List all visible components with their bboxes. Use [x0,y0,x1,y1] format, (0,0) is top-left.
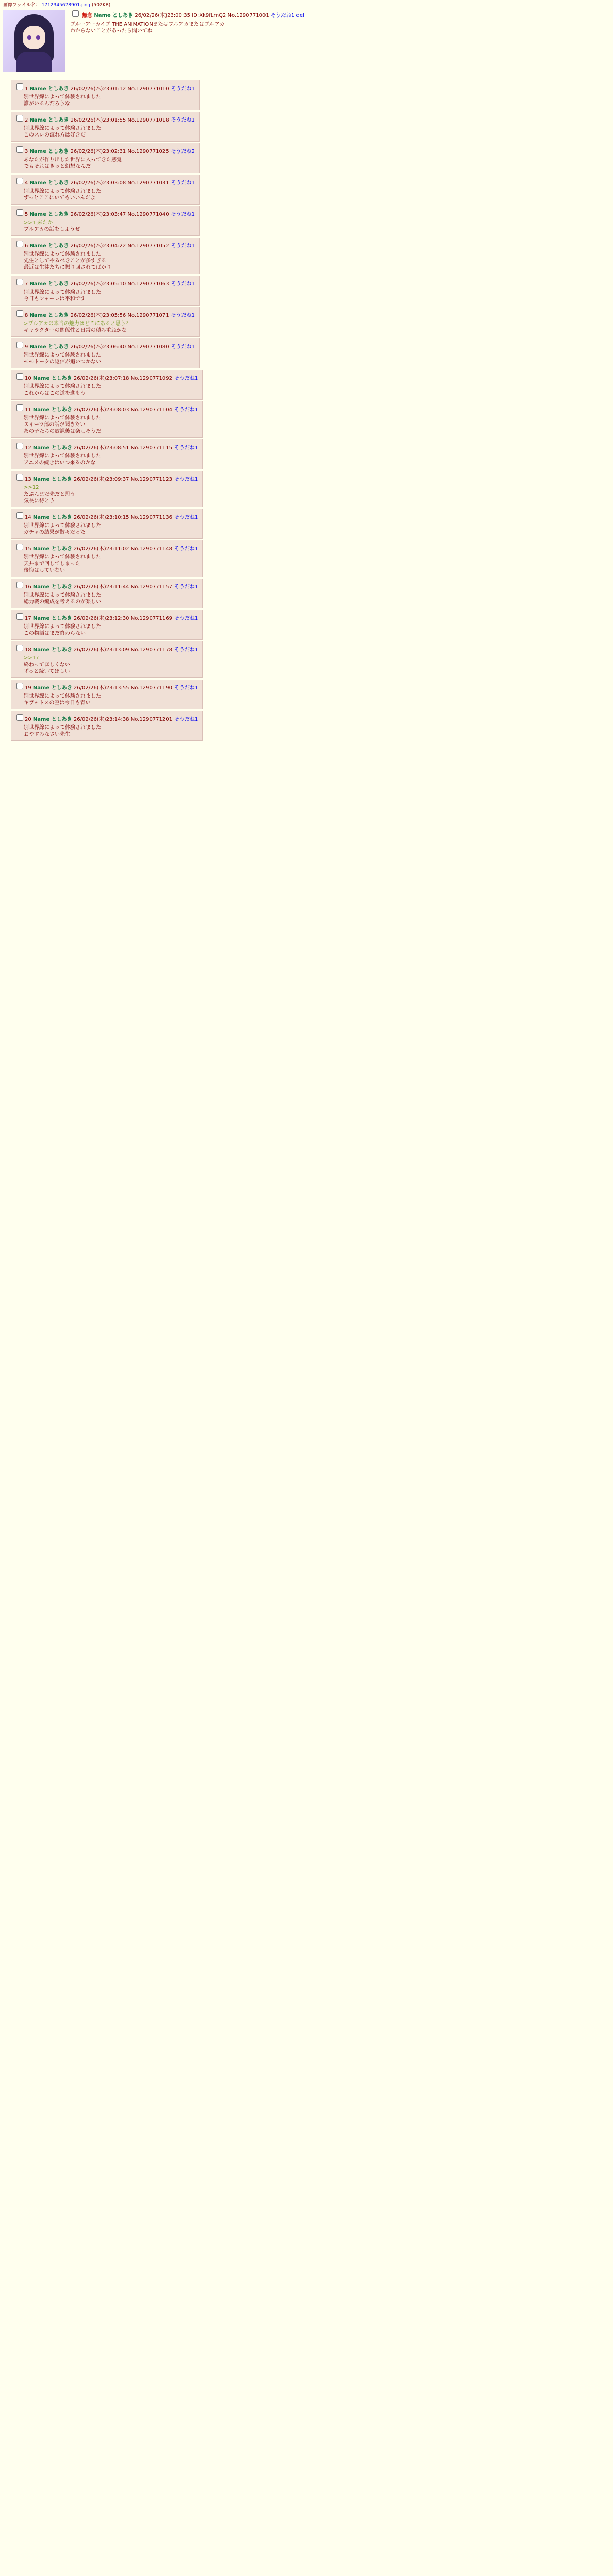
reply-checkbox[interactable] [16,373,23,380]
reply-no[interactable]: No.1290771025 [127,149,169,155]
reply-body [24,522,198,536]
reply-sod[interactable]: そうだね1 [171,281,195,287]
reply-date: 26/02/26(木)23:11:02 [73,546,129,552]
reply-line: ずっとここにいてもいいんだよ [24,195,96,201]
reply-line: でもそれはきっと幻想なんだ [24,164,91,170]
reply-sod[interactable]: そうだね1 [171,117,195,123]
reply-post [11,276,200,306]
reply-sod[interactable]: そうだね1 [171,344,195,350]
reply-line: これからはこの道を進もう [24,391,86,396]
reply-index: 20 [25,717,31,722]
reply-header [14,580,198,590]
reply-body [24,383,198,397]
reply-line: 別世界線によって体験されました [24,523,101,529]
reply-checkbox[interactable] [16,115,23,122]
reply-line: 別世界線によって体験されました [24,352,101,358]
reply-body [24,453,198,466]
op-body-line: ブルーアーカイブ THE ANIMATIONまたはブルアカまたはブルアカ [70,22,225,27]
reply-header [14,472,198,483]
reply-line: >>12 [24,485,39,490]
reply-line: 天井まで回してしまった [24,561,80,567]
reply-sod[interactable]: そうだね1 [171,212,195,217]
reply-name: Name としあき [29,212,69,217]
reply-date: 26/02/26(木)23:01:12 [70,86,126,92]
reply-index: 1 [25,86,28,92]
reply-post [11,401,203,438]
reply-name: Name としあき [32,717,72,722]
reply-header [14,340,195,350]
reply-date: 26/02/26(木)23:01:55 [70,117,126,123]
reply-name: Name としあき [29,281,69,287]
op-sod[interactable]: そうだね1 [270,13,295,19]
reply-checkbox[interactable] [16,443,23,449]
reply-post [11,338,200,368]
reply-date: 26/02/26(木)23:07:18 [73,376,129,381]
reply-name: Name としあき [32,584,72,590]
reply-no[interactable]: No.1290771157 [130,584,172,590]
reply-post [11,238,200,274]
reply-body [24,592,198,605]
reply-body [24,320,195,334]
reply-checkbox[interactable] [16,645,23,651]
reply-checkbox[interactable] [16,714,23,721]
reply-index: 17 [25,616,31,621]
reply-date: 26/02/26(木)23:06:40 [70,344,126,350]
reply-post [11,540,203,577]
reply-post [11,80,200,110]
op-subject: 無念 [82,13,93,19]
reply-line: スイーツ部の話が聞きたい [24,422,86,428]
reply-name: Name としあき [32,407,72,413]
reply-line: 先生としてやるべきことが多すぎる [24,258,106,264]
reply-header [14,82,195,92]
reply-line: 別世界線によって体験されました [24,251,101,257]
reply-line: 別世界線によって体験されました [24,693,101,699]
reply-sod[interactable]: そうだね1 [174,376,198,381]
op-date: 26/02/26(木)23:00:35 [135,13,191,19]
reply-sod[interactable]: そうだね1 [174,647,198,653]
reply-line: キヴォトスの空は今日も青い [24,700,91,706]
op-del[interactable]: del [296,13,304,19]
reply-sod[interactable]: そうだね1 [174,685,198,691]
reply-sod[interactable]: そうだね1 [174,717,198,722]
reply-line: 最近は生徒たちに振り回されてばかり [24,265,111,270]
op-file-info [3,2,610,9]
reply-checkbox[interactable] [16,683,23,689]
reply-name: Name としあき [32,477,72,482]
file-size: (502KB) [92,3,111,8]
reply-line: 別世界線によって体験されました [24,725,101,731]
reply-no[interactable]: No.1290771201 [130,717,172,722]
reply-name: Name としあき [29,344,69,350]
reply-sod[interactable]: そうだね1 [174,616,198,621]
reply-date: 26/02/26(木)23:09:37 [73,477,129,482]
reply-sod[interactable]: そうだね1 [174,546,198,552]
reply-checkbox[interactable] [16,241,23,247]
reply-checkbox[interactable] [16,474,23,481]
op-body-line: わからないことがあったら聞いてね [70,28,153,34]
reply-date: 26/02/26(木)23:10:15 [73,515,129,520]
reply-sod[interactable]: そうだね1 [171,180,195,186]
op-post [3,2,610,74]
reply-name: Name としあき [32,685,72,691]
reply-header [14,208,195,218]
reply-date: 26/02/26(木)23:13:09 [73,647,129,653]
reply-sod[interactable]: そうだね1 [174,477,198,482]
reply-body [24,484,198,504]
reply-sod[interactable]: そうだね1 [174,407,198,413]
reply-post [11,206,200,236]
reply-line: >>1 来たか [24,220,53,226]
reply-line: 別世界線によって体験されました [24,384,101,389]
reply-no[interactable]: No.1290771010 [127,86,169,92]
reply-line: 別世界線によって体験されました [24,126,101,131]
reply-line: 今日もシャーレは平和です [24,296,86,302]
reply-body [24,693,198,706]
reply-name: Name としあき [29,86,69,92]
reply-name: Name としあき [32,647,72,653]
op-body [70,21,610,35]
reply-line: ブルアカの話をしようぜ [24,227,80,232]
reply-date: 26/02/26(木)23:12:30 [73,616,129,621]
reply-body [24,219,195,233]
reply-body [24,94,195,107]
reply-sod[interactable]: そうだね1 [174,445,198,451]
reply-index: 15 [25,546,31,552]
reply-index: 13 [25,477,31,482]
reply-header [14,612,198,622]
op-no[interactable]: No.1290771001 [227,13,269,19]
reply-header [14,441,198,451]
reply-body [24,623,198,637]
reply-body [24,125,195,139]
op-name: Name としあき [94,13,134,19]
reply-date: 26/02/26(木)23:04:22 [70,243,126,249]
reply-body [24,415,198,435]
reply-no[interactable]: No.1290771071 [127,313,169,318]
reply-body [24,251,195,271]
reply-date: 26/02/26(木)23:05:56 [70,313,126,318]
reply-no[interactable]: No.1290771190 [130,685,172,691]
reply-post [11,143,200,173]
reply-post [11,610,203,640]
reply-header [14,277,195,287]
reply-line: 別世界線によって体験されました [24,554,101,560]
reply-line: このスレの流れ方は好きだ [24,132,86,138]
reply-body [24,352,195,365]
reply-no[interactable]: No.1290771178 [130,647,172,653]
reply-index: 9 [25,344,28,350]
reply-line: 誰がいるんだろうな [24,101,70,107]
reply-name: Name としあき [32,445,72,451]
reply-no[interactable]: No.1290771063 [127,281,169,287]
reply-line: 気長に待とう [24,498,55,504]
reply-line: 別世界線によって体験されました [24,624,101,630]
reply-line: モモトークの返信が追いつかない [24,359,101,365]
reply-line: 別世界線によって体験されました [24,290,101,295]
reply-line: 別世界線によって体験されました [24,415,101,421]
op-header [3,9,610,19]
reply-date: 26/02/26(木)23:14:38 [73,717,129,722]
reply-index: 8 [25,313,28,318]
reply-date: 26/02/26(木)23:03:47 [70,212,126,217]
reply-sod[interactable]: そうだね1 [171,313,195,318]
reply-name: Name としあき [29,180,69,186]
reply-header [14,113,195,124]
reply-body [24,724,198,738]
reply-header [14,681,198,691]
reply-line: >ブルアカの本当の魅力はどこにあると思う？ [24,321,131,327]
reply-header [14,239,195,249]
reply-header [14,713,198,723]
reply-checkbox[interactable] [16,83,23,90]
reply-checkbox[interactable] [16,404,23,411]
file-link[interactable]: 1712345678901.png [41,3,91,8]
reply-no[interactable]: No.1290771136 [130,515,172,520]
reply-line: アニメの続きはいつ来るのかな [24,460,96,466]
op-thumbnail[interactable] [3,10,65,72]
reply-header [14,403,198,413]
reply-no[interactable]: No.1290771169 [130,616,172,621]
reply-line: キャラクターの関係性と日常の積み重ねかな [24,328,127,333]
reply-post [11,439,203,469]
reply-index: 18 [25,647,31,653]
op-id: ID:Xk9fLmQ2 [192,13,226,19]
reply-checkbox[interactable] [16,310,23,317]
reply-sod[interactable]: そうだね2 [171,149,195,155]
reply-checkbox[interactable] [16,544,23,550]
reply-line: 別世界線によって体験されました [24,189,101,194]
reply-index: 4 [25,180,28,186]
reply-post [11,509,203,539]
reply-sod[interactable]: そうだね1 [171,243,195,249]
reply-checkbox[interactable] [16,209,23,216]
reply-checkbox[interactable] [16,279,23,285]
reply-post [11,579,203,608]
reply-name: Name としあき [29,149,69,155]
reply-line: 総力戦の編成を考えるのが楽しい [24,599,101,605]
reply-header [14,542,198,552]
reply-line: 終わってほしくない [24,662,70,668]
reply-index: 5 [25,212,28,217]
reply-line: あの子たちの放課後は楽しそうだ [24,429,101,434]
reply-checkbox[interactable] [16,512,23,519]
reply-index: 12 [25,445,31,451]
reply-sod[interactable]: そうだね1 [174,584,198,590]
reply-no[interactable]: No.1290771148 [130,546,172,552]
reply-date: 26/02/26(木)23:11:44 [73,584,129,590]
reply-date: 26/02/26(木)23:08:51 [73,445,129,451]
reply-index: 7 [25,281,28,287]
reply-line: たぶんまだ先だと思う [24,492,75,497]
reply-body [24,655,198,675]
file-label: 画像ファイル名： [3,3,40,8]
reply-checkbox[interactable] [16,342,23,348]
reply-no[interactable]: No.1290771052 [127,243,169,249]
reply-date: 26/02/26(木)23:13:55 [73,685,129,691]
reply-post [11,680,203,709]
reply-post [11,112,200,142]
reply-name: Name としあき [29,313,69,318]
reply-index: 14 [25,515,31,520]
reply-date: 26/02/26(木)23:02:31 [70,149,126,155]
reply-date: 26/02/26(木)23:05:10 [70,281,126,287]
reply-sod[interactable]: そうだね1 [174,515,198,520]
reply-post [11,711,203,741]
op-checkbox[interactable] [72,10,79,17]
reply-no[interactable]: No.1290771080 [127,344,169,350]
reply-name: Name としあき [32,376,72,381]
reply-name: Name としあき [32,546,72,552]
reply-post [11,471,203,507]
reply-line: 別世界線によって体験されました [24,453,101,459]
reply-body [24,188,195,201]
reply-sod[interactable]: そうだね1 [171,86,195,92]
reply-index: 6 [25,243,28,249]
reply-name: Name としあき [29,117,69,123]
reply-line: おやすみなさい先生 [24,732,70,737]
reply-name: Name としあき [29,243,69,249]
reply-name: Name としあき [32,515,72,520]
reply-date: 26/02/26(木)23:03:08 [70,180,126,186]
reply-line: 後悔はしていない [24,568,65,573]
reply-index: 16 [25,584,31,590]
reply-no[interactable]: No.1290771031 [127,180,169,186]
reply-header [14,643,198,653]
reply-line: 別世界線によって体験されました [24,94,101,100]
reply-no[interactable]: No.1290771018 [127,117,169,123]
reply-no[interactable]: No.1290771092 [130,376,172,381]
reply-post [11,641,203,678]
reply-index: 10 [25,376,31,381]
reply-list [3,80,610,741]
reply-header [14,371,198,382]
reply-date: 26/02/26(木)23:08:03 [73,407,129,413]
reply-post [11,175,200,205]
reply-line: >>17 [24,655,39,661]
reply-line: ガチャの結果が散々だった [24,530,86,535]
thread [0,0,613,744]
reply-index: 2 [25,117,28,123]
reply-no[interactable]: No.1290771115 [130,445,172,451]
reply-post [11,370,203,400]
reply-name: Name としあき [32,616,72,621]
reply-checkbox[interactable] [16,582,23,588]
reply-line: この物語はまだ終わらない [24,631,86,636]
reply-header [14,511,198,521]
reply-post [11,307,200,337]
reply-index: 19 [25,685,31,691]
reply-header [14,145,195,155]
reply-index: 3 [25,149,28,155]
reply-body [24,554,198,574]
reply-body [24,289,195,302]
reply-header [14,176,195,187]
reply-checkbox[interactable] [16,146,23,153]
reply-line: あなたが作り出した世界に入ってきた感覚 [24,157,122,163]
reply-checkbox[interactable] [16,613,23,620]
reply-line: ずっと続いてほしい [24,669,70,674]
reply-index: 11 [25,407,31,413]
reply-checkbox[interactable] [16,178,23,184]
reply-no[interactable]: No.1290771123 [130,477,172,482]
reply-no[interactable]: No.1290771040 [127,212,169,217]
reply-line: 別世界線によって体験されました [24,592,101,598]
reply-no[interactable]: No.1290771104 [130,407,172,413]
reply-body [24,157,195,170]
reply-header [14,309,195,319]
